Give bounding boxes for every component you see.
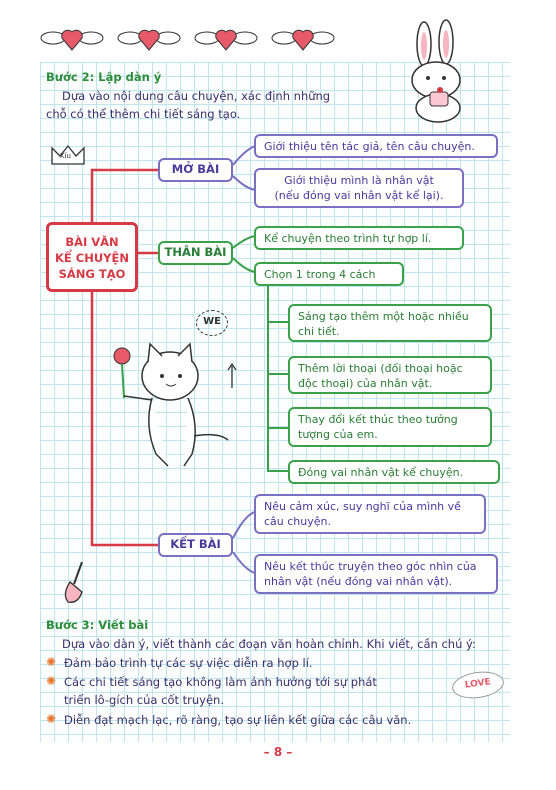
step3-bullet-3: Diễn đạt mạch lạc, rõ ràng, tạo sự liên kết giữa các câu văn. — [64, 713, 412, 727]
love-sticker-icon: LOVE — [450, 669, 505, 702]
ket-bai-item-2-line1: Nêu kết thúc truyện theo góc nhìn của — [264, 560, 477, 573]
ket-bai-item-1 — [254, 494, 486, 534]
sun-bullet-icon: ✺ — [46, 712, 57, 726]
shovel-icon — [60, 560, 90, 606]
way-2-line2: độc thoại) của nhân vật. — [298, 377, 433, 390]
page-number: – 8 – — [263, 745, 293, 759]
sun-bullet-icon: ✺ — [46, 674, 57, 688]
way-2-line1: Thêm lời thoại (đối thoại hoặc — [298, 362, 463, 375]
mo-bai-item-1: Giới thiệu tên tác giả, tên câu chuyện. — [254, 134, 498, 158]
way-4-line1: Đóng vai nhân vật kể chuyện. — [298, 466, 464, 479]
way-3-line2: tượng của em. — [298, 428, 378, 441]
crown-label: Kỉu — [60, 152, 71, 160]
cat-with-flower-icon — [108, 336, 248, 486]
way-3 — [288, 407, 492, 447]
step3-bullet-2-line1: Các chi tiết sáng tạo không làm ảnh hưởng tới sự phát — [64, 675, 377, 689]
step3-intro: Dựa vào dàn ý, viết thành các đoạn văn hoàn chỉnh. Khi viết, cần chú ý: — [62, 637, 476, 651]
way-2 — [288, 356, 492, 394]
than-bai-item-1: Kể chuyện theo trình tự hợp lí. — [254, 226, 464, 250]
than-bai-item-2: Chọn 1 trong 4 cách — [254, 262, 404, 286]
ket-bai-item-1-line2: câu chuyện. — [264, 515, 331, 528]
than-bai-label: THÂN BÀI — [158, 241, 233, 265]
ket-bai-item-2 — [254, 554, 498, 594]
step2-title: Bước 2: Lập dàn ý — [46, 70, 162, 84]
mo-bai-item-2-line2: (nếu đóng vai nhân vật kể lại). — [274, 189, 444, 202]
step2-text-line2: chỗ có thể thêm chi tiết sáng tạo. — [46, 107, 241, 121]
step3-title: Bước 3: Viết bài — [46, 618, 149, 632]
way-1-line1: Sáng tạo thêm một hoặc nhiều — [298, 310, 469, 323]
ket-bai-label: KẾT BÀI — [158, 533, 233, 557]
main-topic-box — [46, 222, 138, 292]
step3-bullet-2-line2: triển lô-gích của cốt truyện. — [64, 693, 224, 707]
step2-text-line1: Dựa vào nội dung câu chuyện, xác định những — [62, 89, 331, 103]
sun-bullet-icon: ✺ — [46, 655, 57, 669]
step3-bullet-1: Đảm bảo trình tự các sự việc diễn ra hợp lí. — [64, 656, 313, 670]
mo-bai-item-2-line1: Giới thiệu mình là nhân vật — [284, 174, 434, 187]
we-badge-icon: WE — [196, 310, 228, 336]
way-3-line1: Thay đổi kết thúc theo tưởng — [298, 413, 458, 426]
mo-bai-item-2 — [254, 168, 464, 208]
way-1 — [288, 304, 492, 342]
main-topic-line1: BÀI VĂN — [65, 235, 119, 249]
ket-bai-item-1-line1: Nêu cảm xúc, suy nghĩ của mình về — [264, 500, 461, 513]
way-1-line2: chi tiết. — [298, 325, 340, 338]
mo-bai-label: MỞ BÀI — [158, 158, 233, 182]
main-topic-line3: SÁNG TẠO — [58, 267, 126, 281]
ket-bai-item-2-line2: nhân vật (nếu đóng vai nhân vật). — [264, 575, 453, 588]
way-4 — [288, 460, 500, 484]
main-topic-line2: KỂ CHUYỆN — [55, 251, 129, 265]
